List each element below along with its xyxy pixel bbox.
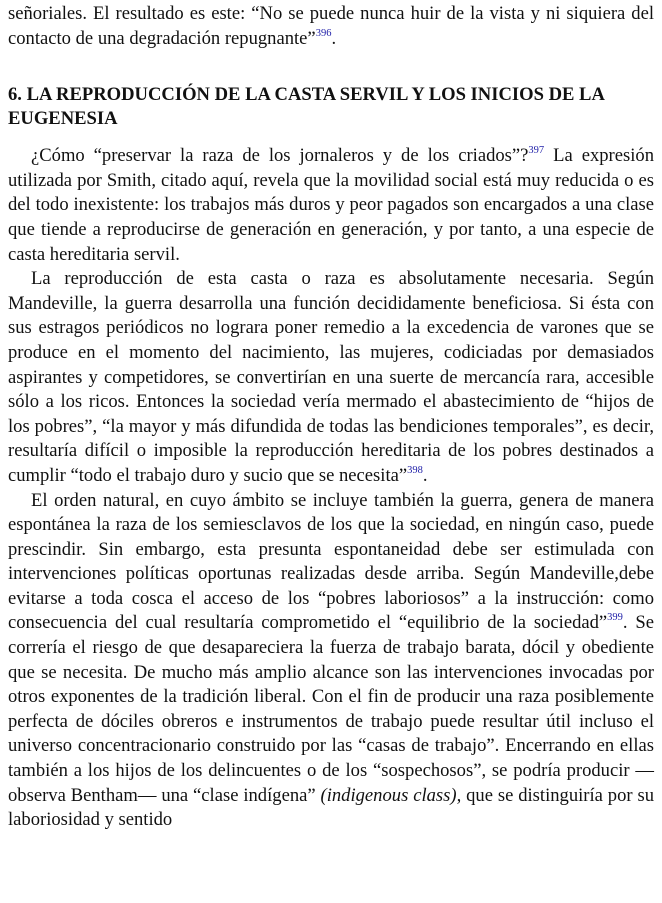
footnote-ref-398[interactable]: 398: [407, 464, 423, 476]
section-heading: 6. LA REPRODUCCIÓN DE LA CASTA SERVIL Y LOS INICIOS DE LA EUGENESIA: [8, 84, 604, 130]
paragraph-text-end: .: [422, 464, 428, 486]
paragraph-text: La expresión utilizada por Smith, citado aquí, revela que la movilidad social está muy reducida o es del todo inexistente: los trabajos más duros y peor pagados son encargados a una clase que tiende a reproducirse de generación en generación, y por tanto, a una especie de casta hereditaria servil.: [8, 145, 654, 265]
footnote-ref-399[interactable]: 399: [607, 612, 623, 624]
paragraph-text-end: .: [331, 27, 337, 49]
italic-term: (indigenous class),: [320, 784, 462, 806]
footnote-ref-396[interactable]: 396: [315, 27, 332, 39]
paragraph-2: [8, 267, 654, 488]
paragraph-1: [8, 144, 654, 267]
paragraph-text: El orden natural, en cuyo ámbito se incluye también la guerra, genera de manera espontánea la raza de los semiesclavos de los que la sociedad, en ningún caso, puede prescindir. Sin embargo, esta presunta espontaneidad debe ser estimulada con intervenciones políticas oportunas realizadas desde arriba. Según Mandeville,debe evitarse a toda cosca el acceso de los “pobres laboriosos” a la instrucción: como consecuencia del cual resultaría comprometido el “equilibrio de la sociedad”: [8, 489, 654, 634]
paragraph-text: La reproducción de esta casta o raza es absolutamente necesaria. Según Mandeville, la guerra desarrolla una función decididamente beneficiosa. Si ésta con sus estragos periódicos no lograra poner remedio a la excedencia de varones que se produce en el momento del nacimiento, las mujeres, codiciadas por demasiados aspirantes y competidores, se convertirían en una suerte de mercancía rara, accesible sólo a los ricos. Entonces la sociedad vería mermado el abastecimiento de “hijos de los pobres”, “la mayor y más difundida de todas las bendiciones temporales”, es decir, resultaría difícil o imposible la reproducción hereditaria de los pobres destinados a cumplir “todo el trabajo duro y sucio que se necesita”: [8, 268, 654, 486]
paragraph-text: que se distinguiría por su laboriosidad y sentido: [8, 784, 655, 831]
paragraph-continued: [8, 2, 654, 51]
footnote-ref-397[interactable]: 397: [528, 145, 545, 157]
paragraph-text: señoriales. El resultado es este: “No se puede nunca huir de la vista y ni siquiera del contacto de una degradación repugnante”: [8, 3, 654, 49]
paragraph-3: [8, 489, 654, 833]
paragraph-text: . Se correría el riesgo de que desapareciera la fuerza de trabajo barata, dócil y obediente que se necesita. De mucho más amplio alcance son las intervenciones invocadas por otros exponentes de la tradición liberal. Con el fin de producir una raza posiblemente perfecta de dóciles obreros e instrumentos de trabajo puede resultar útil incluso el universo concentracionario construido por las “casas de trabajo”. Encerrando en ellas también a los hijos de los delincuentes o de los “sospechosos”, se podría producir —observa Bentham— una “clase indígena”: [8, 612, 654, 806]
page: [8, 0, 654, 833]
paragraph-text: ¿Cómo “preservar la raza de los jornaleros y de los criados”?: [31, 145, 529, 167]
